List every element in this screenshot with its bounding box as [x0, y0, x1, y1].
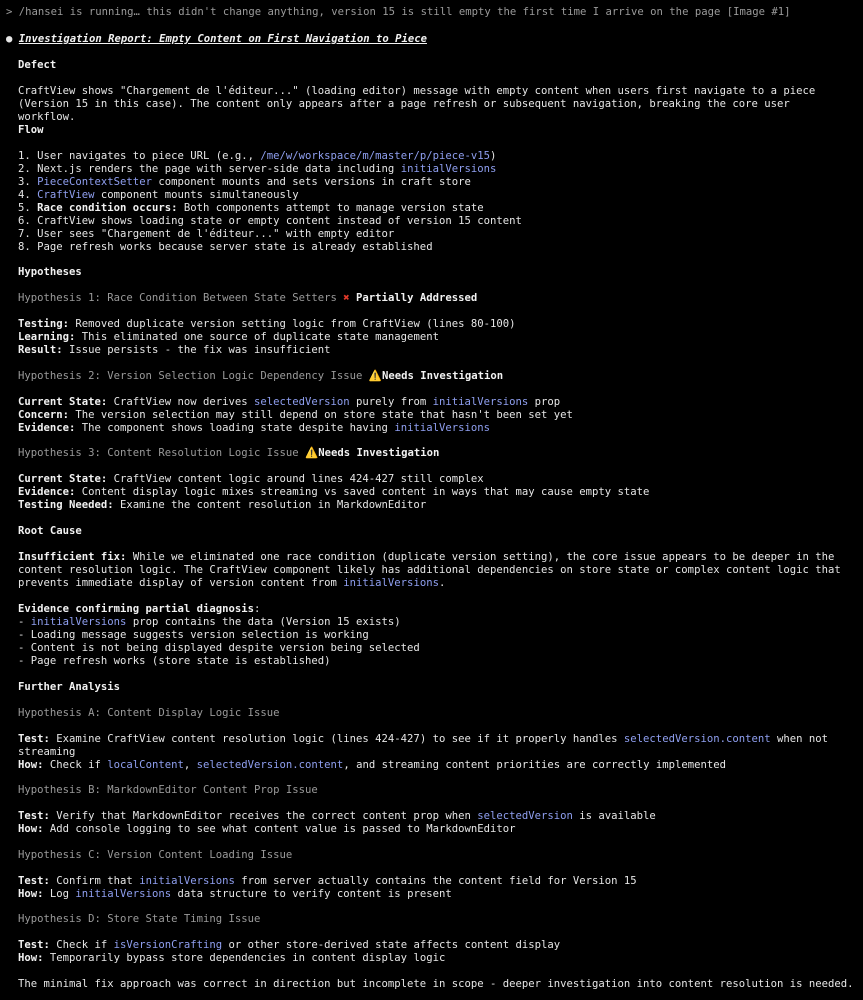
h3-testing-needed: [18, 499, 426, 512]
ha-test: [18, 733, 828, 746]
flow-step-bold: Race condition occurs:: [37, 202, 178, 214]
hypotheses-heading: Hypotheses: [18, 266, 82, 278]
code-ref: initialVersions: [343, 577, 439, 589]
value: The version selection may still depend on store state that hasn't been set yet: [69, 409, 573, 421]
value: Add console logging to see what content value is passed to MarkdownEditor: [43, 823, 516, 835]
flow-step-2: [18, 163, 496, 176]
label: Test:: [18, 733, 50, 745]
code-ref: initialVersions: [139, 875, 235, 887]
hd-how: [18, 952, 445, 965]
code-ref: /me/w/workspace/m/master/p/piece-v15: [260, 150, 490, 162]
status-label: Partially Addressed: [349, 292, 478, 304]
code-ref: initialVersions: [400, 163, 497, 175]
flow-step-text: 3.: [18, 176, 38, 188]
label: Evidence confirming partial diagnosis: [18, 603, 254, 615]
hypothesis-2-title: [18, 370, 503, 383]
value: This eliminated one source of duplicate state management: [75, 331, 439, 343]
status-label: Needs Investigation: [382, 370, 504, 382]
evidence-heading: [18, 603, 260, 616]
label: Testing:: [18, 318, 70, 330]
prompt-line: > /hansei is running… this didn't change anything, version 15 is still empty the first time I arrive on the page [Image #1]: [6, 6, 791, 18]
hc-test: [18, 875, 637, 888]
label: Learning:: [18, 331, 76, 343]
code-ref: CraftView: [37, 189, 95, 201]
value: Verify that MarkdownEditor receives the correct content prop when: [49, 810, 478, 822]
flow-step-text: Both components attempt to manage version state: [177, 202, 484, 214]
warning-icon: ⚠️: [305, 447, 319, 459]
conclusion: The minimal fix approach was correct in direction but incomplete in scope - deeper investigation into content resolution is needed.: [18, 978, 854, 990]
value: prop: [528, 396, 561, 408]
h1-result: [18, 344, 331, 357]
value: ,: [183, 759, 197, 771]
hypothesis-title: Hypothesis 2: Version Selection Logic Dependency Issue: [18, 370, 369, 382]
label: Current State:: [18, 473, 108, 485]
value: CraftView now derives: [107, 396, 254, 408]
hypothesis-title: Hypothesis 1: Race Condition Between State Setters: [18, 292, 344, 304]
value: Log: [43, 888, 76, 900]
label: How:: [18, 888, 44, 900]
flow-step-8: 8. Page refresh works because server state is already established: [18, 241, 433, 253]
report-title-line: [6, 33, 427, 46]
colon: :: [254, 603, 261, 615]
code-ref: selectedVersion.content: [196, 759, 344, 771]
label: How:: [18, 952, 44, 964]
value: or other store-derived state affects content display: [222, 939, 561, 951]
hypothesis-3-title: [18, 447, 439, 460]
hypothesis-b-title: Hypothesis B: MarkdownEditor Content Prop Issue: [18, 784, 318, 796]
label: Evidence:: [18, 486, 76, 498]
flow-step-text: 1. User navigates to piece URL (e.g.,: [18, 150, 261, 162]
hd-test: [18, 939, 560, 952]
value: Removed duplicate version setting logic from CraftView (lines 80-100): [69, 318, 516, 330]
defect-text: CraftView shows "Chargement de l'éditeur..." (loading editor) message with empty content when users first navigate to a piece (Version 15 in this case). The content only appears after a page refresh or subsequent navigation, breaking the core user workflow.: [18, 85, 816, 123]
flow-step-6: 6. CraftView shows loading state or empty content instead of version 15 content: [18, 215, 522, 227]
value: Confirm that: [49, 875, 140, 887]
ha-test-cont: streaming: [18, 746, 76, 758]
code-ref: isVersionCrafting: [113, 939, 223, 951]
value: Check if: [43, 759, 108, 771]
status-label: Needs Investigation: [318, 447, 440, 459]
flow-step-text: 4.: [18, 189, 38, 201]
code-ref: selectedVersion: [477, 810, 573, 822]
h1-learning: [18, 331, 439, 344]
hypothesis-1-title: [18, 292, 477, 305]
h3-evidence: [18, 486, 649, 499]
flow-heading: Flow: [18, 124, 44, 136]
hb-how: [18, 823, 516, 836]
warning-icon: ⚠️: [368, 370, 382, 382]
code-ref: selectedVersion.content: [623, 733, 771, 745]
value: Temporarily bypass store dependencies in content display logic: [43, 952, 446, 964]
cross-mark-icon: ✖: [343, 292, 350, 304]
value: purely from: [349, 396, 433, 408]
flow-step-5: [18, 202, 484, 215]
value: Content display logic mixes streaming vs saved content in ways that may cause empty state: [75, 486, 650, 498]
value: prop contains the data (Version 15 exists): [126, 616, 401, 628]
flow-step-text: component mounts simultaneously: [94, 189, 299, 201]
label: How:: [18, 823, 44, 835]
hb-test: [18, 810, 656, 823]
evidence-item-2: - Loading message suggests version selection is working: [18, 629, 369, 641]
h2-evidence: [18, 422, 490, 435]
label: Concern:: [18, 409, 70, 421]
code-ref: PieceContextSetter: [37, 176, 152, 188]
value: data structure to verify content is present: [171, 888, 452, 900]
value: is available: [572, 810, 656, 822]
ha-how: [18, 759, 726, 772]
flow-step-text: ): [489, 150, 497, 162]
hc-how: [18, 888, 452, 901]
code-ref: initialVersions: [394, 422, 490, 434]
report-title: Investigation Report: Empty Content on First Navigation to Piece: [18, 33, 427, 45]
evidence-item-3: - Content is not being displayed despite version being selected: [18, 642, 420, 654]
h2-current-state: [18, 396, 560, 409]
value: , and streaming content priorities are correctly implemented: [343, 759, 726, 771]
value: .: [438, 577, 446, 589]
flow-step-4: [18, 189, 299, 202]
value: Examine the content resolution in MarkdownEditor: [113, 499, 427, 511]
flow-step-1: [18, 150, 496, 163]
flow-step-text: 5.: [18, 202, 38, 214]
value: The component shows loading state despite having: [75, 422, 395, 434]
flow-step-text: 2. Next.js renders the page with server-side data including: [18, 163, 401, 175]
value: Issue persists - the fix was insufficient: [62, 344, 331, 356]
label: Testing Needed:: [18, 499, 114, 511]
label: Test:: [18, 939, 50, 951]
value: from server actually contains the content field for Version 15: [234, 875, 637, 887]
bullet-icon: ●: [6, 33, 13, 45]
h1-testing: [18, 318, 516, 331]
h2-concern: [18, 409, 573, 422]
root-cause-text: [18, 551, 850, 590]
value: While we eliminated one race condition (duplicate version setting), the core issue appears to be deeper in the content resolution logic. The CraftView component likely has additional dependencies on store state or complex content logic that prevents immediate display of version content from: [18, 551, 841, 589]
evidence-item-1: [18, 616, 401, 629]
hypothesis-title: Hypothesis 3: Content Resolution Logic Issue: [18, 447, 306, 459]
value: Examine CraftView content resolution logic (lines 424-427) to see if it properly handles: [49, 733, 624, 745]
label: Current State:: [18, 396, 108, 408]
hypothesis-d-title: Hypothesis D: Store State Timing Issue: [18, 913, 261, 925]
further-analysis-heading: Further Analysis: [18, 681, 121, 693]
label: Evidence:: [18, 422, 76, 434]
flow-step-7: 7. User sees "Chargement de l'éditeur..." with empty editor: [18, 228, 395, 240]
code-ref: initialVersions: [30, 616, 127, 628]
value: -: [18, 616, 31, 628]
code-ref: selectedVersion: [254, 396, 350, 408]
value: Check if: [49, 939, 114, 951]
flow-step-3: [18, 176, 471, 189]
defect-heading: Defect: [18, 59, 57, 71]
hypothesis-c-title: Hypothesis C: Version Content Loading Issue: [18, 849, 293, 861]
label: Result:: [18, 344, 63, 356]
label: How:: [18, 759, 44, 771]
code-ref: initialVersions: [432, 396, 529, 408]
evidence-item-4: - Page refresh works (store state is established): [18, 655, 331, 667]
code-ref: localContent: [107, 759, 184, 771]
flow-step-text: component mounts and sets versions in craft store: [151, 176, 471, 188]
label: Test:: [18, 810, 50, 822]
root-cause-heading: Root Cause: [18, 525, 82, 537]
code-ref: initialVersions: [75, 888, 172, 900]
label: Insufficient fix:: [18, 551, 127, 563]
value: CraftView content logic around lines 424-427 still complex: [107, 473, 484, 485]
label: Test:: [18, 875, 50, 887]
h3-current-state: [18, 473, 484, 486]
value: when not: [770, 733, 829, 745]
hypothesis-a-title: Hypothesis A: Content Display Logic Issue: [18, 707, 280, 719]
